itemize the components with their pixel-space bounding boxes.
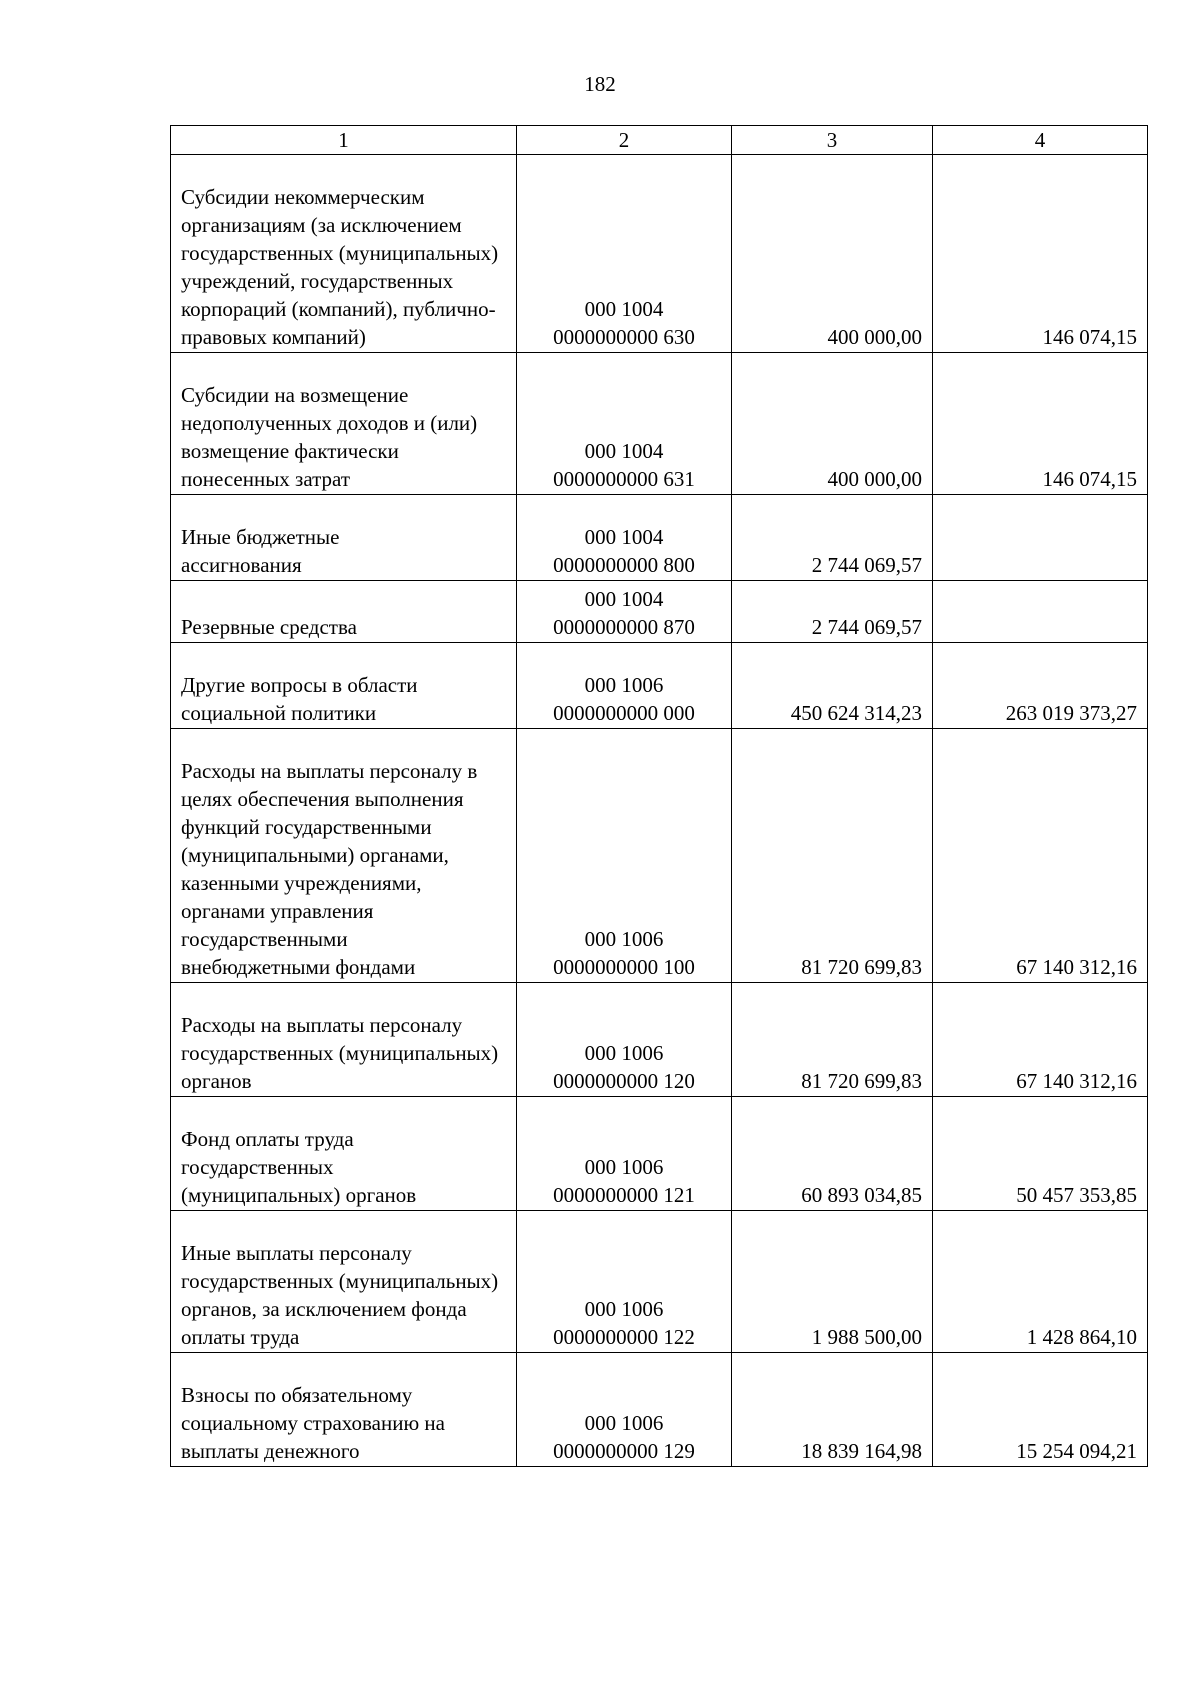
- row-col3: 81 720 699,83: [732, 983, 933, 1097]
- row-col4: 146 074,15: [933, 155, 1148, 353]
- row-col3: 450 624 314,23: [732, 643, 933, 729]
- row-col4: 263 019 373,27: [933, 643, 1148, 729]
- row-col3: 2 744 069,57: [732, 581, 933, 643]
- row-name: Другие вопросы в области социальной политики: [171, 643, 517, 729]
- row-code-line1: 000 1004: [584, 525, 664, 549]
- row-name: Резервные средства: [171, 581, 517, 643]
- row-col3: 400 000,00: [732, 353, 933, 495]
- row-code-line1: 000 1006: [584, 1411, 664, 1435]
- row-name: Расходы на выплаты персоналу государственных (муниципальных) органов: [171, 983, 517, 1097]
- row-code-line2: 0000000000 800: [553, 553, 695, 577]
- page-number: 182: [584, 72, 616, 96]
- row-code: [517, 1097, 732, 1211]
- header-col-1: 1: [171, 126, 517, 155]
- row-col4: 50 457 353,85: [933, 1097, 1148, 1211]
- row-code-line1: 000 1004: [584, 439, 664, 463]
- row-code: [517, 353, 732, 495]
- row-col4: 67 140 312,16: [933, 729, 1148, 983]
- row-code: [517, 729, 732, 983]
- row-code: [517, 983, 732, 1097]
- row-col4: 1 428 864,10: [933, 1211, 1148, 1353]
- row-code-line2: 0000000000 631: [553, 467, 695, 491]
- row-col3: 60 893 034,85: [732, 1097, 933, 1211]
- row-col3: 1 988 500,00: [732, 1211, 933, 1353]
- row-code-line2: 0000000000 129: [553, 1439, 695, 1463]
- header-col-2: 2: [517, 126, 732, 155]
- row-col3: 400 000,00: [732, 155, 933, 353]
- table-row: [171, 495, 1148, 581]
- table-header-row: [171, 126, 1148, 155]
- row-name: Иные бюджетные ассигнования: [171, 495, 517, 581]
- row-code-line2: 0000000000 870: [553, 615, 695, 639]
- row-name: Субсидии на возмещение недополученных доходов и (или) возмещение фактически понесенных затрат: [171, 353, 517, 495]
- table-row: [171, 983, 1148, 1097]
- row-code-line2: 0000000000 630: [553, 325, 695, 349]
- row-code-line1: 000 1006: [584, 673, 664, 697]
- row-code: [517, 1211, 732, 1353]
- table-row: [171, 1353, 1148, 1467]
- row-code-line1: 000 1004: [584, 297, 664, 321]
- row-code-line1: 000 1006: [584, 1041, 664, 1065]
- table-row: [171, 643, 1148, 729]
- row-col4: 15 254 094,21: [933, 1353, 1148, 1467]
- row-col4: [933, 581, 1148, 643]
- row-code-line2: 0000000000 121: [553, 1183, 695, 1207]
- row-code: [517, 581, 732, 643]
- row-name: Расходы на выплаты персоналу в целях обеспечения выполнения функций государственными (муниципальными) органами, казенными учреждениями, органами управления государственными внебюджетными фондами: [171, 729, 517, 983]
- row-code: [517, 643, 732, 729]
- row-code-line2: 0000000000 000: [553, 701, 695, 725]
- row-code-line1: 000 1006: [584, 1297, 664, 1321]
- row-code: [517, 495, 732, 581]
- table-row: [171, 729, 1148, 983]
- table-row: [171, 1211, 1148, 1353]
- table-row: [171, 155, 1148, 353]
- row-code: [517, 155, 732, 353]
- row-col4: 67 140 312,16: [933, 983, 1148, 1097]
- row-code-line2: 0000000000 100: [553, 955, 695, 979]
- table-row: [171, 1097, 1148, 1211]
- row-col4: 146 074,15: [933, 353, 1148, 495]
- row-col3: 18 839 164,98: [732, 1353, 933, 1467]
- row-code-line1: 000 1006: [584, 1155, 664, 1179]
- row-name: Взносы по обязательному социальному страхованию на выплаты денежного: [171, 1353, 517, 1467]
- row-name: Фонд оплаты труда государственных (муниципальных) органов: [171, 1097, 517, 1211]
- header-col-4: 4: [933, 126, 1148, 155]
- row-code-line2: 0000000000 122: [553, 1325, 695, 1349]
- table-row: [171, 353, 1148, 495]
- header-col-3: 3: [732, 126, 933, 155]
- row-name: Субсидии некоммерческим организациям (за исключением государственных (муниципальных) учреждений, государственных корпораций (компаний), публично-правовых компаний): [171, 155, 517, 353]
- row-col4: [933, 495, 1148, 581]
- table-row: [171, 581, 1148, 643]
- row-name: Иные выплаты персоналу государственных (муниципальных) органов, за исключением фонда оплаты труда: [171, 1211, 517, 1353]
- row-code-line1: 000 1006: [584, 927, 664, 951]
- row-col3: 2 744 069,57: [732, 495, 933, 581]
- budget-table: [170, 125, 1148, 1467]
- row-code-line2: 0000000000 120: [553, 1069, 695, 1093]
- row-code-line1: 000 1004: [584, 587, 664, 611]
- row-code: [517, 1353, 732, 1467]
- row-col3: 81 720 699,83: [732, 729, 933, 983]
